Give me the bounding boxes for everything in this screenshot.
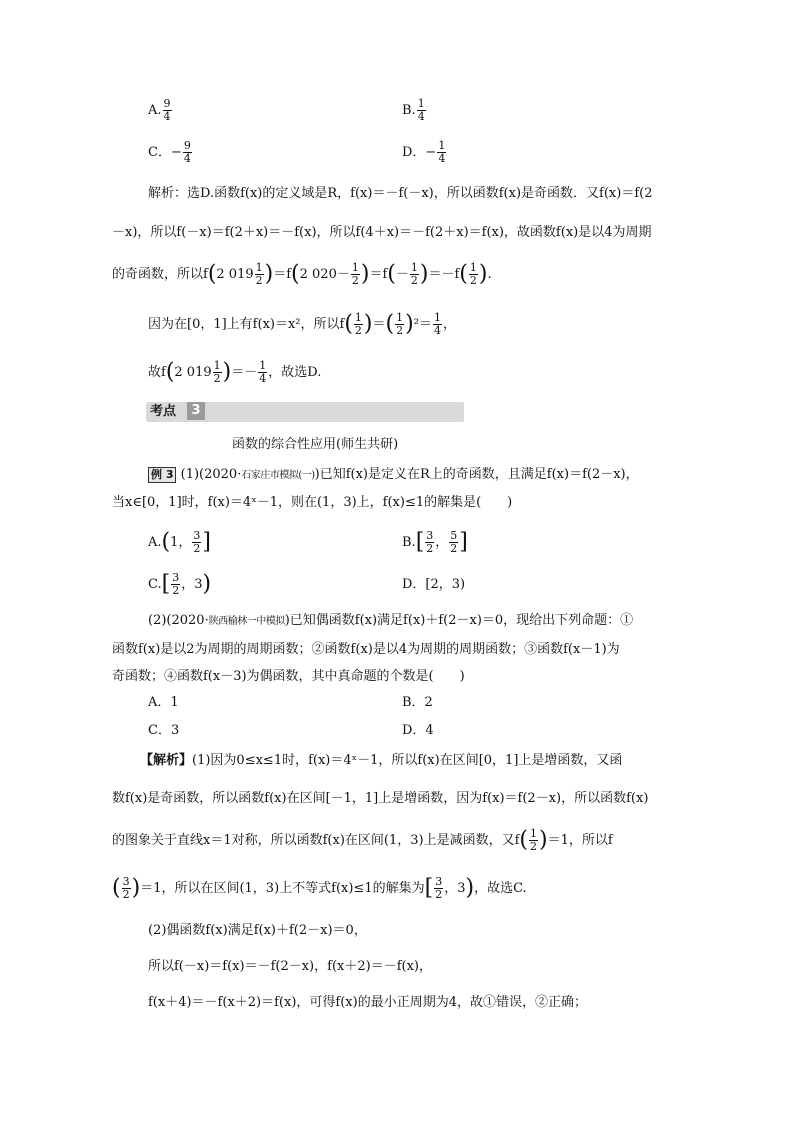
denominator: 2 (122, 888, 130, 901)
source-note: 陕西榆林一中模拟 (208, 616, 285, 627)
fraction (213, 360, 222, 385)
paren-open: ( (207, 261, 217, 287)
denominator: 2 (529, 840, 537, 853)
solution-line-3 (112, 828, 613, 853)
numerator: 5 (450, 529, 458, 542)
denominator: 2 (435, 888, 443, 901)
text: 1， (170, 535, 192, 550)
fraction (433, 312, 442, 337)
paren-close: ) (538, 827, 548, 853)
paren-open: ( (161, 529, 171, 555)
paren-close: ) (478, 261, 488, 287)
example-badge: 例 3 (148, 467, 176, 483)
numerator: 1 (351, 261, 359, 274)
example3-part2-line-3: 奇函数；④函数f(x－3)为偶函数，其中真命题的个数是( ) (112, 669, 465, 684)
fraction (171, 572, 180, 597)
fraction (425, 530, 434, 555)
paren-open: ( (459, 261, 468, 287)
solution-line-6: 所以f(－x)＝f(x)＝－f(2－x)，f(x＋2)＝－f(x)， (148, 959, 432, 974)
example3-option-c (148, 572, 211, 597)
paren-close: ) (131, 875, 141, 901)
section-title: 函数的综合性应用(师生共研) (232, 437, 399, 452)
paren-open: ( (291, 261, 300, 287)
numerator: 9 (163, 97, 171, 110)
numerator: 3 (426, 529, 434, 542)
text: 2 019 (174, 365, 212, 380)
text: ＝－f (428, 267, 460, 282)
numerator: 3 (435, 875, 443, 888)
bracket-open: [ (424, 875, 434, 901)
paren-open: ( (112, 875, 121, 901)
part2-option-a: A．1 (148, 695, 179, 710)
denominator: 2 (351, 274, 359, 287)
text: (1)(2020· (180, 467, 242, 482)
denominator: 4 (183, 152, 191, 165)
denominator: 4 (417, 110, 425, 123)
text: 2 020－ (299, 267, 350, 282)
numerator: 3 (122, 875, 130, 888)
prev-option-c (148, 140, 193, 165)
paren-close: ) (360, 261, 370, 287)
bracket-close: ] (202, 529, 211, 555)
text: ＝1，所以在区间(1，3)上不等式f(x)≤1的解集为 (140, 881, 425, 896)
denominator: 2 (213, 372, 221, 385)
fraction (163, 98, 172, 123)
denominator: 4 (259, 372, 267, 385)
paren-open: ( (387, 261, 396, 287)
text: ＝－ (231, 365, 258, 380)
option-label: D．− (402, 145, 437, 160)
text: ， (435, 535, 449, 550)
option-label: C．− (148, 145, 182, 160)
numerator: 1 (255, 261, 263, 274)
numerator: 1 (354, 311, 362, 324)
denominator: 4 (438, 152, 446, 165)
prev-solution-line-5 (148, 360, 321, 385)
fraction (434, 876, 443, 901)
numerator: 1 (469, 261, 477, 274)
prev-option-d (402, 140, 447, 165)
part2-option-b: B．2 (402, 695, 433, 710)
paren-open: ( (165, 359, 175, 385)
denominator: 4 (433, 324, 441, 337)
option-label: B. (402, 103, 416, 118)
denominator: 4 (163, 110, 171, 123)
example3-option-a (148, 530, 211, 555)
text: 故f (148, 365, 166, 380)
text: ＝f (369, 267, 388, 282)
text: (1)因为0≤x≤1时，f(x)＝4ˣ－1，所以f(x)在区间[0，1]上是增函数，又函 (192, 753, 623, 768)
prev-solution-line-4 (148, 312, 456, 337)
text: ＝1，所以f (547, 833, 613, 848)
fraction (183, 140, 192, 165)
fraction (192, 530, 201, 555)
numerator: 1 (213, 359, 221, 372)
fraction (255, 262, 264, 287)
example3-option-b (402, 530, 468, 555)
prev-solution-line-1: 解析：选D.函数f(x)的定义域是R，f(x)＝－f(－x)，所以函数f(x)是奇函数．又f(x)＝f(2 (148, 186, 653, 201)
option-label: C. (148, 577, 162, 592)
fraction (449, 530, 458, 555)
denominator: 2 (410, 274, 418, 287)
text: － (395, 267, 409, 282)
bracket-open: [ (161, 571, 171, 597)
solution-line-7: f(x＋4)＝－f(x＋2)＝f(x)，可得f(x)的最小正周期为4，故①错误，②正确； (148, 995, 587, 1010)
text: ， (442, 317, 456, 332)
numerator: 9 (183, 139, 191, 152)
prev-option-b (402, 98, 427, 123)
bracket-open: [ (415, 529, 425, 555)
text: )已知f(x)是定义在R上的奇函数，且满足f(x)＝f(2－x)， (314, 467, 639, 482)
paren-close: ) (363, 311, 373, 337)
solution-line-2: 数f(x)是奇函数，所以函数f(x)在区间[－1，1]上是增函数，因为f(x)＝f(2－x)，所以函数f(x) (112, 791, 649, 806)
prev-solution-line-3 (112, 262, 492, 287)
text: (2)(2020· (148, 613, 209, 628)
denominator: 2 (193, 542, 201, 555)
prev-solution-line-2: －x)，所以f(－x)＝f(2＋x)＝－f(x)，所以f(4＋x)＝－f(2＋x)＝f(x)，故函数f(x)是以4为周期 (112, 225, 652, 240)
paren-open: ( (519, 827, 528, 853)
denominator: 2 (172, 584, 180, 597)
option-label: A. (148, 535, 162, 550)
paren-open: ( (385, 311, 395, 337)
numerator: 3 (193, 529, 201, 542)
numerator: 1 (417, 97, 425, 110)
denominator: 2 (469, 274, 477, 287)
text: ，3 (444, 881, 466, 896)
paren-close: ) (405, 311, 414, 337)
fraction (354, 312, 363, 337)
option-label: A. (148, 103, 162, 118)
text: 的奇函数，所以f (112, 267, 208, 282)
source-note: 石家庄市模拟(一) (241, 470, 315, 481)
denominator: 2 (354, 324, 362, 337)
fraction (437, 140, 446, 165)
text: 的图象关于直线x＝1对称，所以函数f(x)在区间(1，3)上是减函数，又f (112, 833, 520, 848)
example3-line-2: 当x∈[0，1]时，f(x)＝4ˣ－1，则在(1，3)上，f(x)≤1的解集是( ) (112, 495, 513, 510)
text: 2 019 (216, 267, 254, 282)
paren-close: ) (419, 261, 429, 287)
example3-line-1 (148, 466, 639, 485)
denominator: 2 (426, 542, 434, 555)
prev-option-a (148, 98, 173, 123)
option-label: B. (402, 535, 416, 550)
numerator: 1 (259, 359, 267, 372)
text: ，故选D. (268, 365, 322, 380)
text: . (487, 267, 492, 282)
fraction (122, 876, 131, 901)
fraction (395, 312, 404, 337)
section-number: 3 (187, 402, 205, 420)
paren-close: ) (202, 571, 212, 597)
fraction (469, 262, 478, 287)
example3-part2-line-2: 函数f(x)是以2为周期的周期函数；②函数f(x)是以4为周期的周期函数；③函数f(x－1)为 (112, 642, 620, 657)
text: ＝f (273, 267, 292, 282)
example3-part2-line-1 (148, 612, 633, 631)
denominator: 2 (396, 324, 404, 337)
text: ，故选C. (474, 881, 527, 896)
fraction (351, 262, 360, 287)
section-label: 考点 (150, 404, 177, 419)
solution-line-1 (140, 752, 622, 770)
example3-option-d: D．[2，3) (402, 577, 466, 592)
part2-option-c: C．3 (148, 723, 180, 738)
text: ，3 (181, 577, 203, 592)
fraction (417, 98, 426, 123)
denominator: 2 (255, 274, 263, 287)
numerator: 1 (410, 261, 418, 274)
numerator: 1 (396, 311, 404, 324)
numerator: 3 (172, 571, 180, 584)
denominator: 2 (450, 542, 458, 555)
numerator: 1 (438, 139, 446, 152)
text: )已知偶函数f(x)满足f(x)＋f(2－x)＝0，现给出下列命题：① (284, 613, 634, 628)
numerator: 1 (433, 311, 441, 324)
solution-tag: 【解析】 (140, 753, 193, 768)
text: ²＝ (413, 317, 432, 332)
fraction (258, 360, 267, 385)
numerator: 1 (529, 827, 537, 840)
fraction (410, 262, 419, 287)
text: ＝ (372, 317, 386, 332)
text: 因为在[0，1]上有f(x)＝x²，所以f (148, 317, 345, 332)
paren-close: ) (264, 261, 274, 287)
paren-open: ( (344, 311, 353, 337)
solution-line-5: (2)偶函数f(x)满足f(x)＋f(2－x)＝0， (148, 923, 367, 938)
part2-option-d: D．4 (402, 723, 434, 738)
fraction (529, 828, 538, 853)
paren-close: ) (222, 359, 232, 385)
solution-line-4 (112, 876, 527, 901)
bracket-close: ] (459, 529, 468, 555)
paren-close: ) (465, 875, 475, 901)
